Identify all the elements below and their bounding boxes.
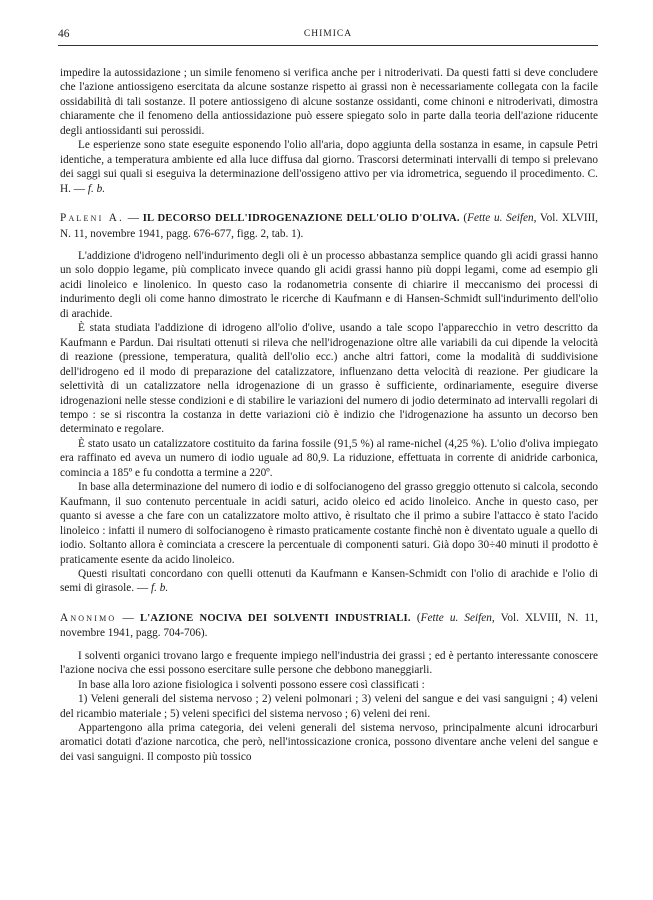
journal-reference: Vol. XLVIII, N. 11, novembre 1941, pagg. 704-706).: [60, 611, 598, 640]
article-paragraph: In base alla loro azione fisiologica i solventi possono essere così classificati :: [78, 678, 425, 691]
section-gap: [60, 596, 598, 611]
article-paragraph: 1) Veleni generali del sistema nervoso ; 2) veleni polmonari ; 3) veleni del sangue e dei vasi sanguigni ; 4) veleni del ricambio materiale ; 5) veleni specifici del sistema nervoso ; 6) veleni dei reni.: [60, 693, 598, 720]
article-heading: [60, 611, 598, 641]
paragraph-text: Questi risultati concordano con quelli ottenuti da Kaufmann e Kansen-Schmidt con l'olio di arachide e l'olio di semi di girasole. —: [60, 567, 598, 595]
page-number: 46: [58, 28, 70, 40]
article-paragraph: È stata studiata l'addizione di idrogeno all'olio d'olive, usando a tale scopo l'apparecchio in vetro descritto da Kaufmann e Pardun. Dai risultati ottenuti si rileva che nell'idrogenazione oltre alle variabili da cui dipende la velocità di reazione (pressione, temperatura, qualità dell'olio ecc.) anche altri fattori, come la modalità di suddivisione dell'idrogeno ed il modo di preparazione del catalizzatore, influenzano detta velocità di reazione. Per giudicare la selettività di un catalizzatore nella idrogenazione di un grasso è sufficiente, ordinariamente, eseguire diverse idrogenazioni nelle stesse condizioni e di stabilire le variazioni del numero di jodio determinato ad intervalli regolari di tempo : se si riscontra la costanza in dette variazioni ciò è indizio che l'idrogenazione ha assunto un decorso ben determinato e regolare.: [60, 322, 598, 436]
heading-dash: —: [124, 212, 143, 225]
article-author: Paleni A.: [60, 212, 125, 225]
journal-name: Fette u. Seifen,: [467, 212, 537, 225]
article-paragraph: Appartengono alla prima categoria, dei veleni generali del sistema nervoso, principalmente alcuni idrocarburi aromatici dotati d'azione narcotica, che però, nell'intossicazione cronica, possono diventare anche veleni del sangue e dei vasi sanguigni. Il composto più tossico: [60, 722, 598, 763]
header-rule: [58, 45, 598, 46]
article-paragraph: L'addizione d'idrogeno nell'indurimento degli oli è un processo abbastanza semplice quando gli acidi grassi hanno un solo doppio legame, più complicato invece quando gli acidi grassi hanno più doppi legami, come ad esempio gli acidi linoleico e linolenico. In questo caso la rodanometria consente di chiarire il meccanismo dei processi di indurimento degli oli come hanno dimostrato le ricerche di Kaufmann e di Hansen-Schmidt sull'indurimento dell'olio di arachide.: [60, 249, 598, 320]
journal-reference: Vol. XLVIII, N. 11, novembre 1941, pagg. 676-677, figg. 2, tab. 1).: [60, 212, 598, 240]
running-head: [58, 28, 598, 44]
ref-open: (: [459, 212, 468, 225]
section-gap: [60, 196, 598, 211]
heading-gap: [60, 641, 598, 649]
prev-article-paragraph: [60, 138, 598, 196]
article-paragraph: È stato usato un catalizzatore costituito da farina fossile (91,5 %) al rame-nichel (4,25 %). L'olio d'oliva impiegato era raffinato ed aveva un numero di iodio uguale ad 80,9. La riduzione, effettuata in corrente di anidride carbonica, comincia a 185º e fu condotta a termine a 220º.: [60, 437, 598, 479]
article-title: IL DECORSO DELL'IDROGENAZIONE DELL'OLIO D'OLIVA.: [142, 213, 460, 225]
prev-article-paragraph: impedire la autossidazione ; un simile fenomeno si verifica anche per i nitroderivati. Da questi fatti si deve concludere che l'azione antiossigeno esercitata da alcune sostanze rispetto ai grassi non è necessariamente collegata con la facile ossidabilità di tali sostanze. Il potere antiossigeno di alcune sostanze ossidanti, come chinoni e nitroderivati, dimostra chiaramente che il fenomeno della antiossidazione può essere spiegato solo in parte dalla teoria dell'azione riducente degli antiossidanti sui perossidi.: [60, 67, 598, 137]
ref-open: (: [410, 611, 421, 624]
heading-dash: —: [116, 611, 140, 624]
article-heading: [60, 211, 598, 241]
article-paragraph: I solventi organici trovano largo e frequente impiego nell'industria dei grassi ; ed è pertanto interessante conoscere l'azione nociva che essi possono esercitare sulle persone che debbono maneggiarli.: [60, 649, 598, 677]
body-text: [60, 66, 598, 764]
paragraph-text: Le esperienze sono state eseguite esponendo l'olio all'aria, dopo aggiunta della sostanza in esame, in capsule Petri identiche, a temperatura ambiente ed alla luce diffusa dal giorno. Trascorsi determinati intervalli di tempo si prelevano dei saggi sui quali si eseguiva la determinazione dell'ossigeno attivo per via idrometrica, seguendo il procedimento. C. H. —: [60, 139, 598, 195]
heading-gap: [60, 241, 598, 249]
signature: f. b.: [150, 582, 169, 595]
article-paragraph: In base alla determinazione del numero di iodio e di solfocianogeno del grasso greggio ottenuto si calcola, secondo Kaufmann, il suo contenuto percentuale in acidi saturi, acido oleico ed acido linoleico. Anche in questo caso, per quanto si avesse a che fare con un catalizzatore molto attivo, è risultato che il primo a subire l'attacco è stato l'acido linoleico : infatti il numero di solfocianogeno è rimasto praticamente costante finchè non è diventato uguale a quello di iodio. Soltanto allora è cominciata a crescere la percentuale di componenti saturi. Già dopo 30÷40 minuti il prodotto è praticamente esente da acido linoleico.: [60, 481, 598, 566]
article-paragraph: [60, 567, 598, 596]
article-title: L'AZIONE NOCIVA DEI SOLVENTI INDUSTRIALI.: [139, 612, 411, 624]
running-title: CHIMICA: [303, 29, 353, 39]
signature: f. b.: [87, 182, 106, 195]
journal-name: Fette u. Seifen,: [420, 611, 495, 624]
article-author: Anonimo: [60, 611, 117, 624]
